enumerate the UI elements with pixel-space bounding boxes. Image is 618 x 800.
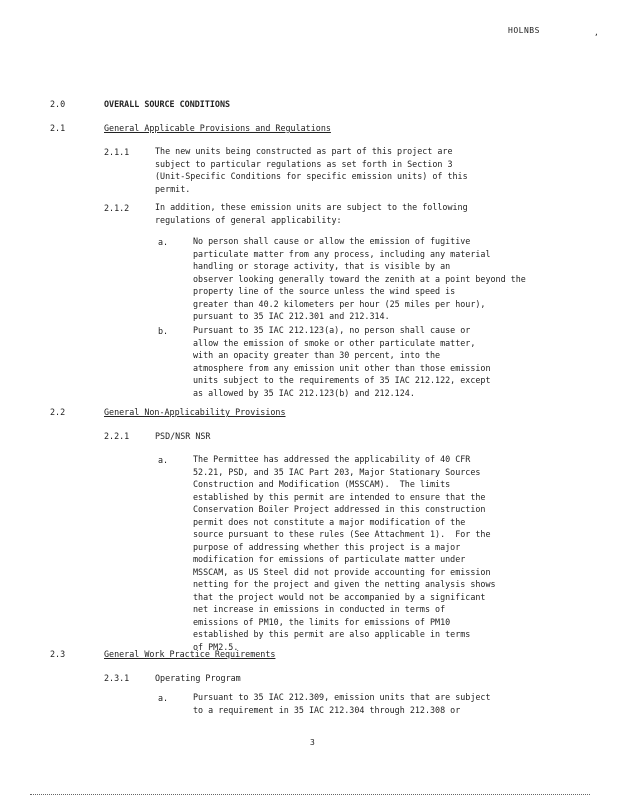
section-2-3-1-title: Operating Program — [155, 673, 241, 683]
section-2-2-1-number: 2.2.1 — [104, 431, 130, 441]
section-2-1-2-number: 2.1.2 — [104, 203, 130, 213]
item-2-3-1-a-text: Pursuant to 35 IAC 212.309, emission units that are subject to a requirement in 35 IAC 212.304 through 212.308 or — [193, 692, 491, 715]
section-2-title: OVERALL SOURCE CONDITIONS — [104, 99, 231, 109]
item-2-2-1-a-label: a. — [158, 455, 169, 465]
section-2-1-2-text: In addition, these emission units are subject to the following regulations of general applicability: — [155, 202, 468, 225]
item-2-3-1-a-label: a. — [158, 693, 169, 703]
section-2-2-1-title: PSD/NSR NSR — [155, 431, 211, 441]
item-2-1-2-a-label: a. — [158, 237, 169, 247]
section-2-2-title: General Non-Applicability Provisions — [104, 407, 286, 417]
header-code: HOLNBS — [508, 26, 540, 35]
section-2-1-number: 2.1 — [50, 123, 66, 133]
section-2-2-number: 2.2 — [50, 407, 66, 417]
section-2-1-1-number: 2.1.1 — [104, 147, 130, 157]
item-2-1-2-a-text: No person shall cause or allow the emission of fugitive particulate matter from any process, including any material handling or storage activity, that is visible by an observer looking generally toward the zenith at a point beyond the property line of the source unless the wind speed is greater than 40.2 kilometers per hour (25 miles per hour), pursuant to 35 IAC 212.301 and 212.314. — [193, 236, 526, 321]
section-2-1-title: General Applicable Provisions and Regulations — [104, 123, 331, 133]
item-2-1-2-b-label: b. — [158, 326, 169, 336]
section-2-3-1-number: 2.3.1 — [104, 673, 130, 683]
section-2-number: 2.0 — [50, 99, 66, 109]
header-mark: , — [594, 28, 599, 37]
section-2-1-1-text: The new units being constructed as part of this project are subject to particular regulations as set forth in Section 3 (Unit-Specific Conditions for specific emission units) of this permit. — [155, 146, 468, 194]
bottom-dotted-rule — [30, 794, 590, 795]
item-2-1-2-b-text: Pursuant to 35 IAC 212.123(a), no person shall cause or allow the emission of smoke or other particulate matter, with an opacity greater than 30 percent, into the atmosphere from any emission unit other than those emission units subject to the requirements of 35 IAC 212.122, except as allowed by 35 IAC 212.123(b) and 212.124. — [193, 325, 491, 398]
page-number: 3 — [310, 738, 315, 747]
section-2-3-title: General Work Practice Requirements — [104, 649, 276, 659]
item-2-2-1-a-text: The Permittee has addressed the applicability of 40 CFR 52.21, PSD, and 35 IAC Part 203, Major Stationary Sources Construction and Modification (MSSCAM). The limits established by this permit are intended to ensure that the Conservation Boiler Project addressed in this construction permit does not constitute a major modification of the source pursuant to these rules (See Attachment 1). For the purpose of addressing whether this project is a major modification for emissions of particulate matter under MSSCAM, as US Steel did not provide accounting for emission netting for the project and given the netting analysis shows that the project would not be accompanied by a significant net increase in emissions in conducted in terms of emissions of PM10, the limits for emissions of PM10 established by this permit are also applicable in terms of PM2.5. — [193, 454, 496, 652]
section-2-3-number: 2.3 — [50, 649, 66, 659]
